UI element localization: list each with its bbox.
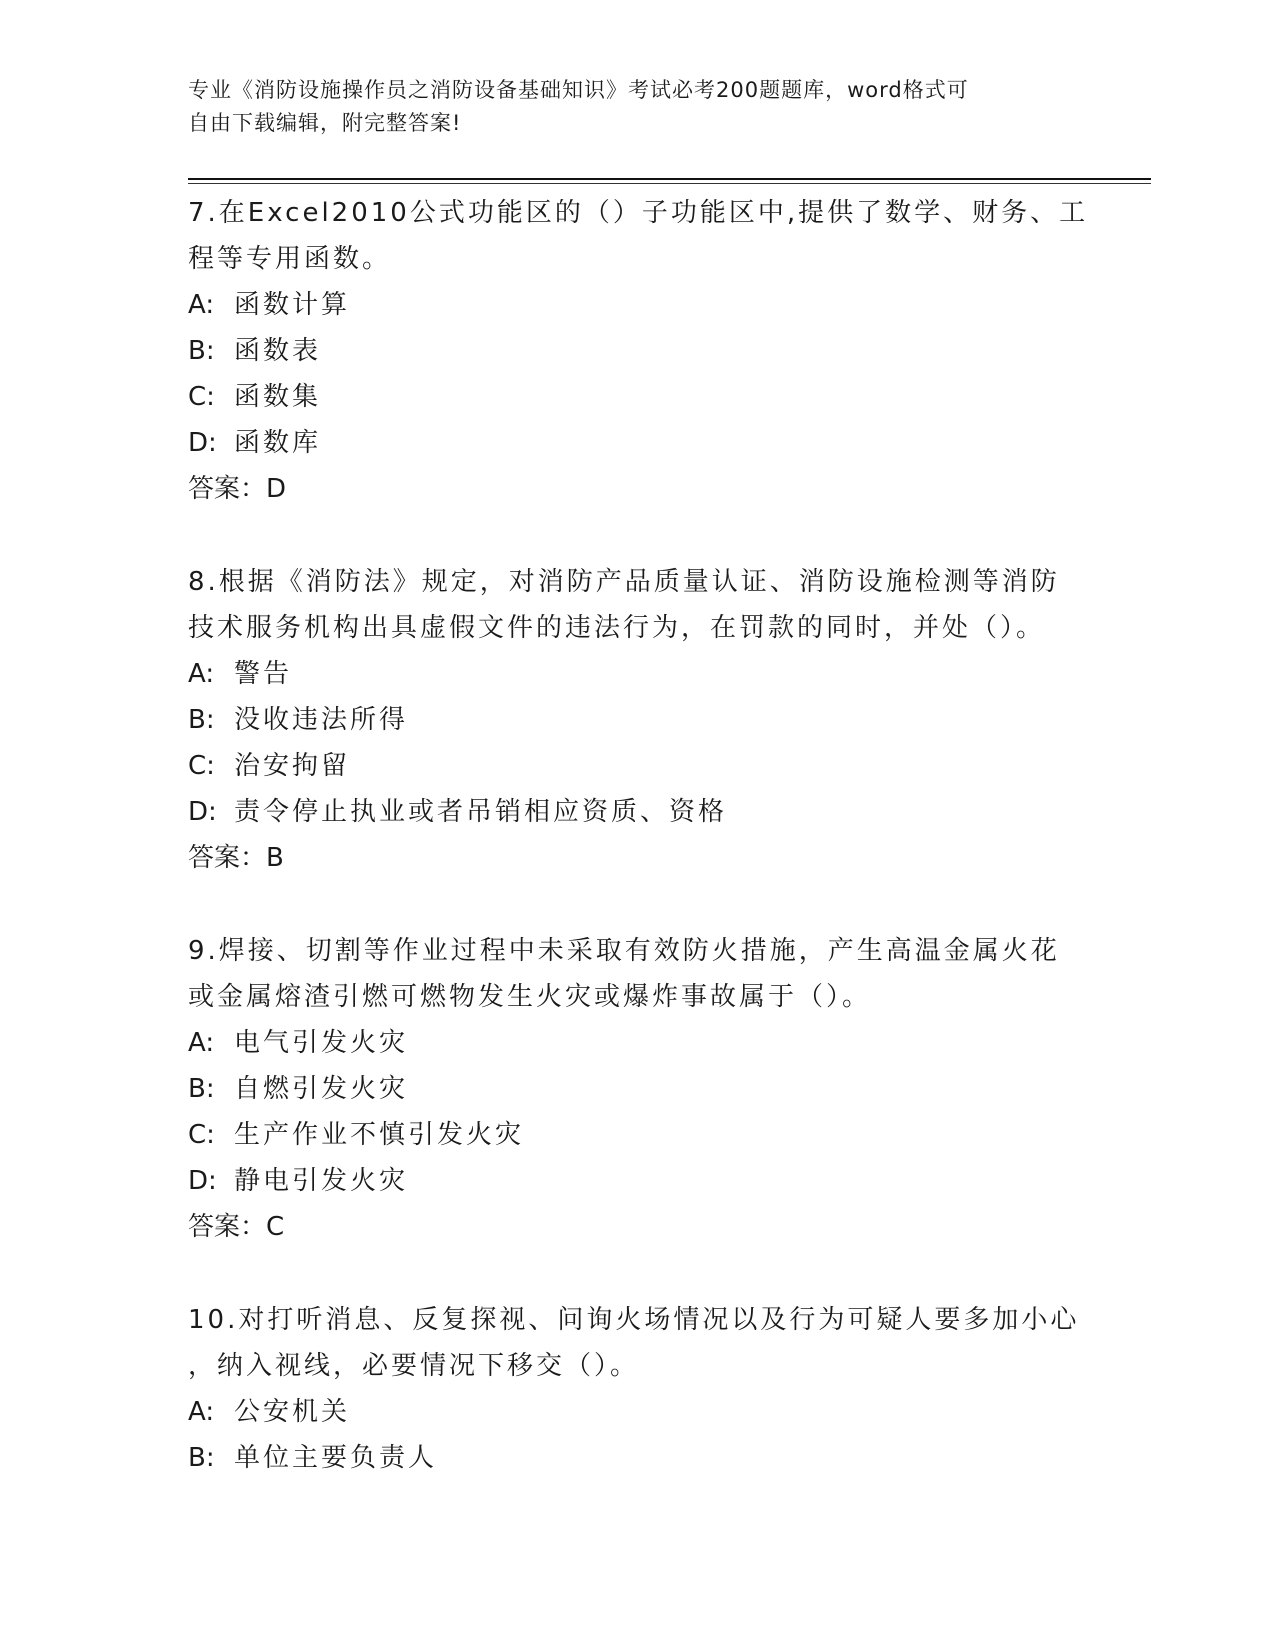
option-text: 生产作业不慎引发火灾 — [234, 1120, 525, 1150]
option-c — [188, 1112, 1088, 1158]
answer-text: 答案：B — [188, 843, 284, 873]
question-stem-line: 9.焊接、切割等作业过程中未采取有效防火措施，产生高温金属火花 — [188, 936, 1060, 966]
option-text: 静电引发火灾 — [234, 1166, 409, 1196]
option-letter: D: — [188, 428, 217, 458]
option-letter: B: — [188, 336, 215, 366]
option-letter: B: — [188, 1074, 215, 1104]
option-letter: B: — [188, 1443, 215, 1473]
option-letter: B: — [188, 705, 215, 735]
option-letter: A: — [188, 1397, 215, 1427]
option-letter: C: — [188, 751, 215, 781]
option-text: 没收违法所得 — [234, 705, 409, 735]
option-letter: C: — [188, 382, 215, 412]
option-d — [188, 789, 1088, 835]
answer-text: 答案：D — [188, 474, 287, 504]
option-letter: D: — [188, 1166, 217, 1196]
question-stem-line: 8.根据《消防法》规定，对消防产品质量认证、消防设施检测等消防 — [188, 567, 1060, 597]
option-text: 函数表 — [234, 336, 322, 366]
option-letter: A: — [188, 659, 215, 689]
option-text: 单位主要负责人 — [234, 1443, 438, 1473]
option-c — [188, 374, 1088, 420]
option-b — [188, 697, 1088, 743]
option-text: 函数集 — [234, 382, 322, 412]
header-line-2: 自由下载编辑，附完整答案! — [188, 111, 462, 135]
option-a — [188, 282, 1088, 328]
option-c — [188, 743, 1088, 789]
question-8 — [188, 559, 1088, 881]
option-letter: C: — [188, 1120, 215, 1150]
option-b — [188, 328, 1088, 374]
option-b — [188, 1435, 1088, 1481]
question-stem-line: 或金属熔渣引燃可燃物发生火灾或爆炸事故属于（）。 — [188, 982, 872, 1012]
option-letter: A: — [188, 1028, 215, 1058]
question-stem-line: 7.在Excel2010公式功能区的（）子功能区中,提供了数学、财务、工 — [188, 198, 1089, 228]
question-stem-line: 技术服务机构出具虚假文件的违法行为，在罚款的同时，并处（）。 — [188, 613, 1046, 643]
option-letter: D: — [188, 797, 217, 827]
question-stem-line: ，纳入视线，必要情况下移交（）。 — [188, 1351, 640, 1381]
header-divider-thick — [188, 178, 1151, 180]
option-text: 治安拘留 — [234, 751, 351, 781]
option-a — [188, 1389, 1088, 1435]
option-b — [188, 1066, 1088, 1112]
option-text: 电气引发火灾 — [234, 1028, 409, 1058]
option-text: 自燃引发火灾 — [234, 1074, 409, 1104]
answer-text: 答案：C — [188, 1212, 285, 1242]
option-text: 公安机关 — [234, 1397, 351, 1427]
question-7 — [188, 190, 1088, 512]
header-divider-thin — [188, 183, 1151, 184]
option-a — [188, 1020, 1088, 1066]
question-stem-line: 10.对打听消息、反复探视、问询火场情况以及行为可疑人要多加小心 — [188, 1305, 1080, 1335]
question-9 — [188, 928, 1088, 1250]
option-letter: A: — [188, 290, 215, 320]
option-text: 责令停止执业或者吊销相应资质、资格 — [234, 797, 728, 827]
header-line-1: 专业《消防设施操作员之消防设备基础知识》考试必考200题题库，word格式可 — [188, 78, 969, 102]
question-10 — [188, 1297, 1088, 1481]
option-d — [188, 1158, 1088, 1204]
option-text: 函数计算 — [234, 290, 351, 320]
document-header — [188, 74, 1068, 140]
option-d — [188, 420, 1088, 466]
question-list — [188, 190, 1088, 1528]
option-a — [188, 651, 1088, 697]
option-text: 函数库 — [234, 428, 322, 458]
option-text: 警告 — [234, 659, 293, 689]
question-stem-line: 程等专用函数。 — [188, 244, 392, 274]
